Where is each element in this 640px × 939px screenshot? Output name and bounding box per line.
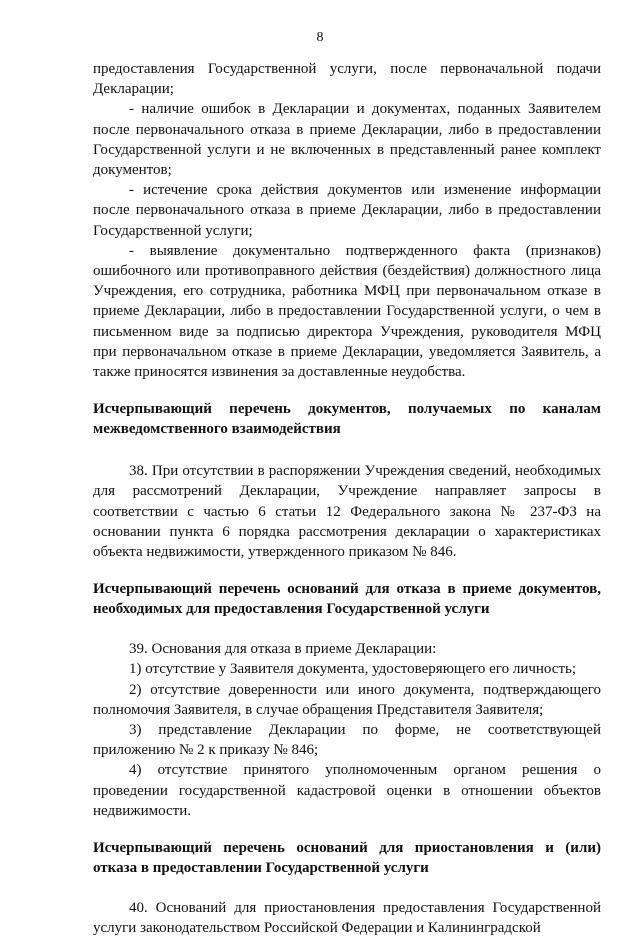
page-number: 8 (316, 30, 324, 45)
list-item-39-4: 4) отсутствие принятого уполномоченным органом решения о проведении государственной кадастровой оценки в отношении объектов недвижимости. (93, 762, 601, 819)
list-item-expiry: - истечение срока действия документов или изменение информации после первоначального отказа в приеме Декларации, либо в предоставлении Государственной услуги; (93, 182, 601, 239)
list-item-errors: - наличие ошибок в Декларации и документах, поданных Заявителем после первоначального отказа в приеме Декларации, либо в предоставлении Государственной услуги и не включенных в представленный ранее комплект документов; (93, 101, 601, 179)
section-heading-refusal-grounds: Исчерпывающий перечень оснований для отказа в приеме документов, необходимых для предоставления Государственной услуги (93, 581, 601, 617)
section-heading-suspension-grounds: Исчерпывающий перечень оснований для приостановления и (или) отказа в предоставлении Государственной услуги (93, 840, 601, 876)
paragraph-continuation: предоставления Государственной услуги, после первоначальной подачи Декларации; (93, 61, 601, 98)
section-heading-interagency: Исчерпывающий перечень документов, получаемых по каналам межведомственного взаимодействия (93, 401, 601, 437)
paragraph-40: 40. Оснований для приостановления предоставления Государственной услуги законодательством Российской Федерации и Калининградской (93, 900, 601, 937)
list-item-39-3: 3) представление Декларации по форме, не соответствующей приложению № 2 к приказу № 846; (93, 722, 601, 759)
paragraph-39: 39. Основания для отказа в приеме Декларации: (129, 641, 437, 658)
list-item-39-1: 1) отсутствие у Заявителя документа, удостоверяющего его личность; (129, 661, 577, 678)
list-item-39-2: 2) отсутствие доверенности или иного документа, подтверждающего полномочия Заявителя, в случае обращения Представителя Заявителя; (93, 681, 601, 718)
page-content (93, 59, 601, 939)
list-item-misconduct: - выявление документально подтвержденного факта (признаков) ошибочного или противоправного действия (бездействия) должностного лица Учреждения, его сотрудника, работника МФЦ при первоначальном отказе в приеме Декларации, либо в предоставлении Государственной услуги, о чем в письменном виде за подписью директора Учреждения, руководителя МФЦ при первоначальном отказе в приеме Декларации, уведомляется Заявитель, а также приносятся извинения за доставленные неудобства. (93, 242, 601, 381)
paragraph-38: 38. При отсутствии в распоряжении Учреждения сведений, необходимых для рассмотрений Декларации, Учреждение направляет запросы в соответствии с частью 6 статьи 12 Федерального закона № 237-ФЗ на основании пункта 6 порядка рассмотрения декларации о характеристиках объекта недвижимости, утвержденного приказом № 846. (93, 463, 601, 561)
